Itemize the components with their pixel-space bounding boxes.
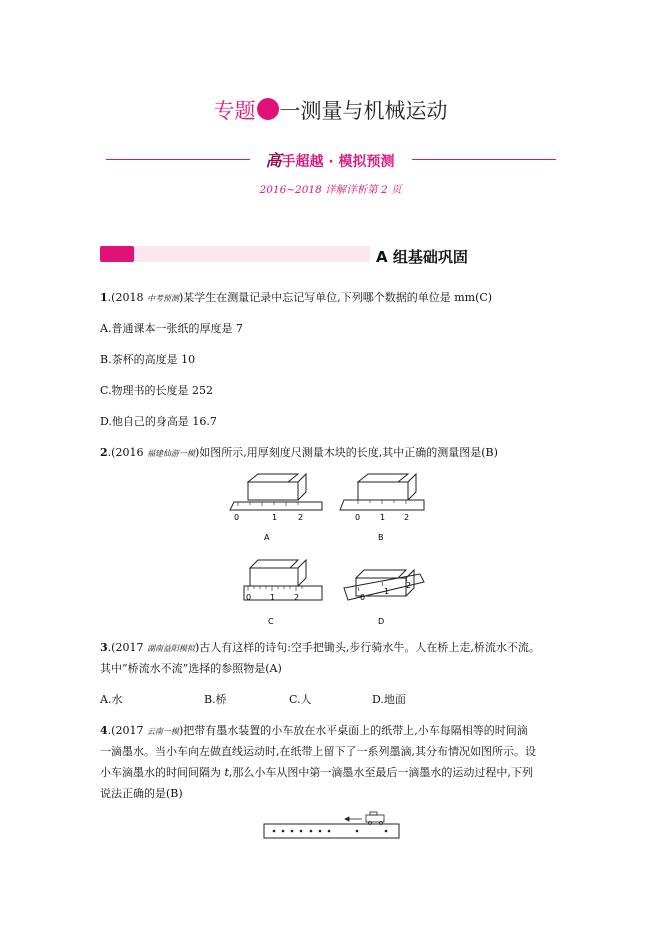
question-1-year: .(2018 [107, 291, 147, 304]
question-4-stem3-a: 小车滴墨水的时间间隔为 [100, 766, 225, 779]
question-3-option-c: C.人 [289, 693, 312, 706]
header-badge [254, 148, 406, 171]
question-1-option-a: A.普通课本一张纸的厚度是 7 [100, 322, 243, 335]
question-2-text: )如图所示,用厚刻度尺测量木块的长度,其中正确的测量图是(B) [194, 446, 498, 459]
section-bar-tab [100, 246, 134, 262]
figure-b-tick-1: 1 [380, 513, 386, 522]
section-title: A 组基础巩固 [376, 248, 468, 266]
badge-text: 手超越 · 模拟预测 [281, 154, 395, 170]
divider-left-rule [106, 159, 250, 160]
question-2-year: .(2016 [107, 446, 147, 459]
question-3-stem-line2: 其中“桥流水不流”选择的参照物是(A) [100, 662, 282, 675]
question-2-source: 福建仙游一模 [146, 449, 195, 458]
figure-c-tick-2: 2 [294, 593, 300, 602]
header-subnote: 2016~2018 详解详析第 2 页 [259, 184, 402, 196]
cart-icon [366, 812, 384, 825]
question-1-text: )某学生在测量记录中忘记写单位,下列哪个数据的单位是 mm(C) [178, 291, 493, 304]
figure-a-tick-1: 1 [272, 513, 278, 522]
question-1-option-b: B.茶杯的高度是 10 [100, 353, 196, 366]
figure-d-tick-2: 2 [406, 581, 412, 590]
figure-a-tick-0: 0 [234, 513, 240, 522]
header-divider [106, 148, 556, 170]
figure-b [340, 474, 424, 510]
question-4-source: 云南一模 [146, 727, 179, 736]
figure-d-tick-0: 0 [360, 593, 366, 602]
divider-right-rule [412, 159, 556, 160]
figure-b-label: B [378, 533, 384, 542]
figure-c-tick-0: 0 [246, 593, 252, 602]
figure-b-tick-2: 2 [404, 513, 410, 522]
section-bar [100, 246, 370, 262]
figure-c [244, 560, 322, 600]
question-4-number: 4 [100, 724, 108, 737]
title-main: 一测量与机械运动 [279, 99, 448, 123]
question-2-number: 2 [100, 446, 108, 459]
question-1-number: 1 [100, 291, 108, 304]
question-4-variable-t: t [224, 766, 229, 779]
arrow-left-icon [345, 817, 362, 821]
page-title [0, 95, 661, 125]
figure-c-tick-1: 1 [270, 593, 276, 602]
question-3-option-b: B.桥 [204, 693, 227, 706]
question-4-stem-line4: 说法正确的是(B) [100, 787, 183, 800]
question-3-option-d: D.地面 [372, 693, 406, 706]
ruler-figure [228, 470, 428, 630]
question-1-stem [100, 291, 492, 306]
figure-d-label: D [378, 617, 385, 626]
ink-drop-figure [262, 810, 402, 840]
question-4-stem [100, 724, 528, 739]
question-3-year: .(2017 [107, 641, 147, 654]
figure-d-tick-1: 1 [384, 587, 390, 596]
question-3-stem [100, 641, 540, 656]
figure-c-label: C [268, 617, 274, 626]
question-4-stem3-b: ,那么小车从图中第一滴墨水至最后一滴墨水的运动过程中,下列 [228, 766, 533, 779]
title-prefix: 专题 [213, 99, 256, 123]
title-number-dot [257, 98, 279, 120]
figure-b-tick-0: 0 [355, 513, 361, 522]
question-3-number: 3 [100, 641, 108, 654]
ink-drops [273, 830, 388, 833]
question-2-stem [100, 446, 498, 461]
question-4-stem-line3 [100, 766, 533, 780]
question-3-text: )古人有这样的诗句:空手把锄头,步行骑水牛。人在桥上走,桥流水不流。 [194, 641, 540, 654]
figure-a-label: A [264, 533, 270, 542]
question-1-source: 中考预测 [146, 294, 179, 303]
question-1-option-c: C.物理书的长度是 252 [100, 384, 214, 397]
figure-a [230, 474, 322, 510]
question-4-text: )把带有墨水装置的小车放在水平桌面上的纸带上,小车每隔相等的时间滴 [178, 724, 528, 737]
question-3-source: 湖南益阳模拟 [146, 644, 195, 653]
badge-gao: 高 [265, 151, 282, 170]
question-4-year: .(2017 [107, 724, 147, 737]
question-3-option-a: A.水 [100, 693, 123, 706]
figure-a-tick-2: 2 [298, 513, 304, 522]
question-4-stem-line2: 一滴墨水。当小车向左做直线运动时,在纸带上留下了一系列墨滴,其分布情况如图所示。设 [100, 745, 536, 758]
question-1-option-d: D.他自己的身高是 16.7 [100, 415, 217, 428]
